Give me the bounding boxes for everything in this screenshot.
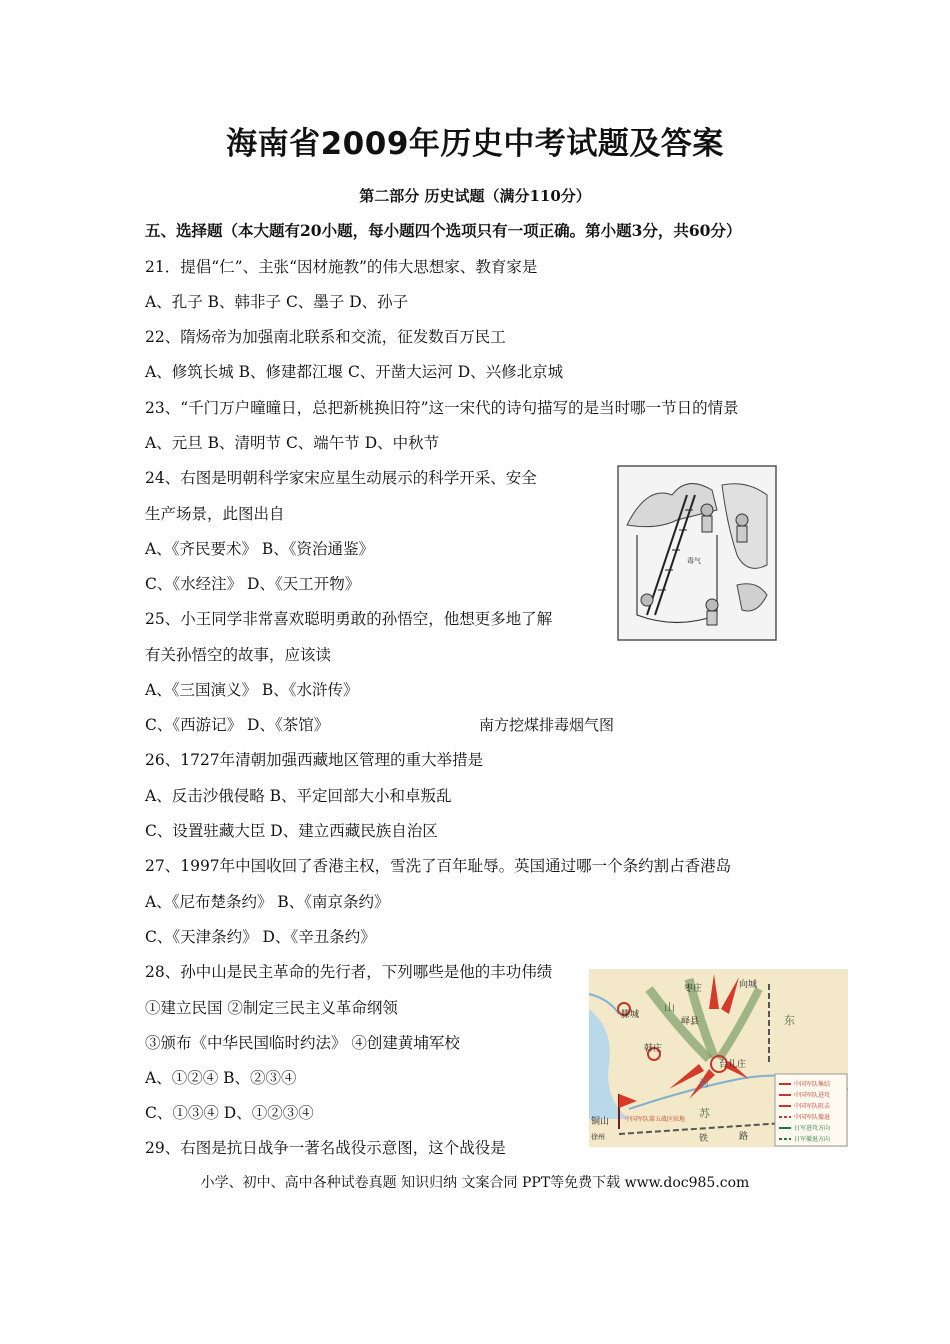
poison-gas-label: 毒气 bbox=[687, 557, 701, 565]
question-23: 23、“千门万户曈曈日，总把新桃换旧符”这一宋代的诗句描写的是当时哪一节日的情景 bbox=[145, 399, 739, 417]
battle-map bbox=[589, 969, 848, 1147]
options-27-cd: C、《天津条约》 D、《辛丑条约》 bbox=[145, 928, 376, 946]
options-27-ab: A、《尼布楚条约》 B、《南京条约》 bbox=[145, 893, 390, 911]
options-26-ab: A、反击沙俄侵略 B、平定回部大小和卓叛乱 bbox=[145, 787, 452, 805]
legend-item: 中国军队撤退 bbox=[794, 1114, 831, 1121]
map-place: 枣庄 bbox=[684, 984, 703, 994]
options-24-ab: A、《齐民要术》 B、《资治通鉴》 bbox=[145, 540, 375, 558]
map-place: 河 bbox=[699, 1079, 709, 1090]
legend-item: 中国军队进攻 bbox=[794, 1092, 831, 1099]
question-25: 25、小王同学非常喜欢聪明勇敢的孙悟空，他想更多地了解 bbox=[145, 610, 553, 628]
map-place: 韩庄 bbox=[644, 1044, 663, 1054]
question-26: 26、1727年清朝加强西藏地区管理的重大举措是 bbox=[145, 751, 484, 769]
map-place: 滕城 bbox=[621, 1010, 640, 1020]
map-note: 中国军队第五战区驻地 bbox=[625, 1116, 686, 1123]
options-25-cd: C、《西游记》 D、《茶馆》 bbox=[145, 716, 330, 734]
map-place: 台儿庄 bbox=[719, 1060, 747, 1070]
question-22: 22、隋炀帝为加强南北联系和交流，征发数百万民工 bbox=[145, 328, 506, 346]
map-place: 苏 bbox=[699, 1107, 710, 1120]
section-heading: 五、选择题（本大题有20小题，每小题四个选项只有一项正确。第小题3分，共60分） bbox=[145, 221, 742, 240]
map-place: 峄县 bbox=[681, 1017, 700, 1027]
page-footer: 小学、初中、高中各种试卷真题 知识归纳 文案合同 PPT等免费下载 www.doc985.com bbox=[200, 1175, 750, 1191]
map-place: 路 bbox=[739, 1132, 749, 1142]
map-place: 徐州 bbox=[591, 1133, 605, 1141]
map-place: 铁 bbox=[699, 1134, 709, 1144]
options-28-cd: C、①③④ D、①②③④ bbox=[145, 1104, 314, 1122]
legend-item: 日军进攻方向 bbox=[794, 1125, 831, 1132]
question-25-cont: 有关孙悟空的故事，应该读 bbox=[145, 646, 332, 664]
options-24-cd: C、《水经注》 D、《天工开物》 bbox=[145, 575, 361, 593]
map-place: 东 bbox=[784, 1014, 795, 1027]
question-24-cont: 生产场景，此图出自 bbox=[145, 505, 285, 523]
legend-item: 中国军队集结 bbox=[794, 1081, 831, 1088]
question-27: 27、1997年中国收回了香港主权，雪洗了百年耻辱。英国通过哪一个条约割占香港岛 bbox=[145, 857, 732, 875]
map-place: 铜山 bbox=[591, 1117, 610, 1127]
legend-item: 日军撤退方向 bbox=[794, 1136, 831, 1143]
mining-illustration bbox=[617, 465, 777, 641]
options-21: A、孔子 B、韩非子 C、墨子 D、孙子 bbox=[145, 293, 409, 311]
statements-28-a: ①建立民国 ②制定三民主义革命纲领 bbox=[145, 999, 398, 1017]
question-28: 28、孙中山是民主革命的先行者，下列哪些是他的丰功伟绩 bbox=[145, 963, 553, 981]
options-28-ab: A、①②④ B、②③④ bbox=[145, 1069, 297, 1087]
figure-caption: 南方挖煤排毒烟气图 bbox=[479, 716, 615, 734]
options-22: A、修筑长城 B、修建都江堰 C、开凿大运河 D、兴修北京城 bbox=[145, 363, 564, 381]
options-26-cd: C、设置驻藏大臣 D、建立西藏民族自治区 bbox=[145, 822, 438, 840]
options-23: A、元旦 B、清明节 C、端午节 D、中秋节 bbox=[145, 434, 440, 452]
statements-28-b: ③颁布《中华民国临时约法》 ④创建黄埔军校 bbox=[145, 1034, 460, 1052]
question-29: 29、右图是抗日战争一著名战役示意图，这个战役是 bbox=[145, 1139, 506, 1157]
options-25-ab: A、《三国演义》 B、《水浒传》 bbox=[145, 681, 359, 699]
map-place: 山 bbox=[664, 1001, 675, 1014]
map-place: 向城 bbox=[739, 980, 758, 990]
page-subtitle: 第二部分 历史试题（满分110分） bbox=[359, 187, 591, 205]
question-24: 24、右图是明朝科学家宋应星生动展示的科学开采、安全 bbox=[145, 469, 537, 487]
page-title: 海南省2009年历史中考试题及答案 bbox=[226, 126, 724, 162]
legend-item: 中国军队阻击 bbox=[794, 1103, 831, 1110]
question-21: 21．提倡“仁”、主张“因材施教”的伟大思想家、教育家是 bbox=[145, 258, 538, 276]
